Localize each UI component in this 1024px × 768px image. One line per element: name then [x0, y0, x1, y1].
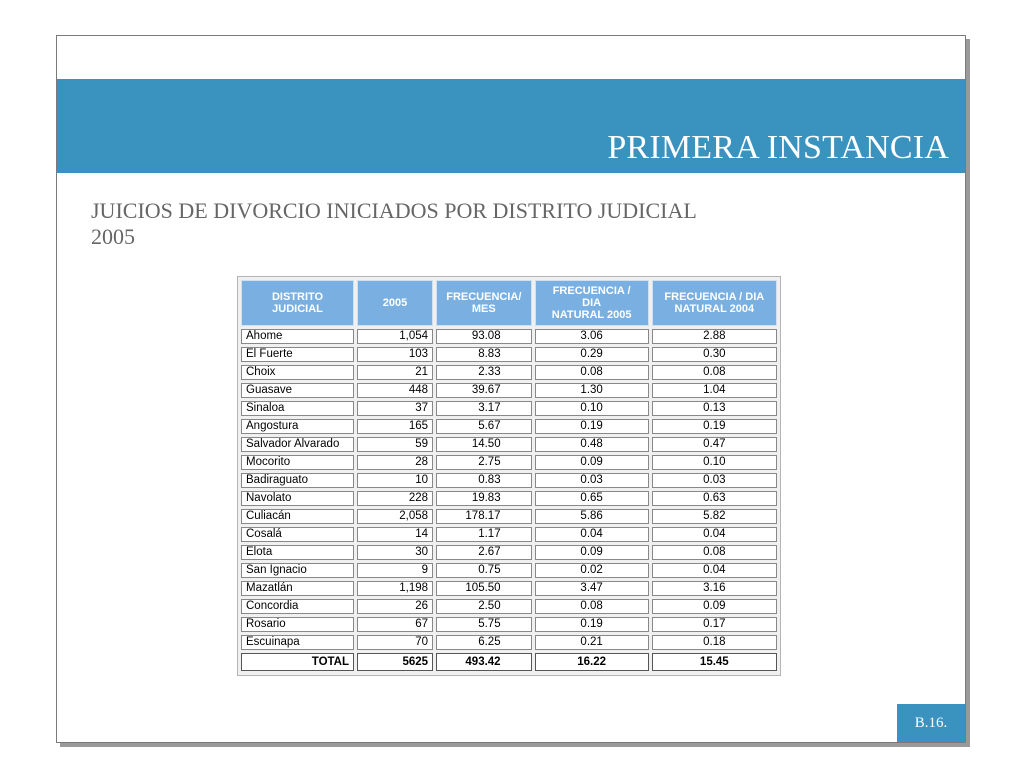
value-cell: 0.03 [652, 473, 777, 488]
value-cell: 0.47 [652, 437, 777, 452]
district-name-cell: Navolato [241, 491, 354, 506]
table-row [241, 347, 777, 362]
value-cell: 0.08 [535, 599, 649, 614]
district-name-cell: El Fuerte [241, 347, 354, 362]
col-header-frecuencia-mes: FRECUENCIA/ MES [436, 280, 532, 326]
value-cell: 0.19 [652, 419, 777, 434]
table-row [241, 365, 777, 380]
table-header-row [241, 280, 777, 326]
table-row [241, 527, 777, 542]
table-row [241, 581, 777, 596]
value-cell: 0.17 [652, 617, 777, 632]
value-cell: 0.04 [535, 527, 649, 542]
district-name-cell: Angostura [241, 419, 354, 434]
value-cell: 0.08 [535, 365, 649, 380]
district-name-cell: Culiacán [241, 509, 354, 524]
district-name-cell: San Ignacio [241, 563, 354, 578]
district-name-cell: Badiraguato [241, 473, 354, 488]
table-row [241, 329, 777, 344]
value-cell: 0.29 [535, 347, 649, 362]
district-name-cell: Choix [241, 365, 354, 380]
value-cell: 37 [357, 401, 433, 416]
value-cell: 105.50 [436, 581, 532, 596]
value-cell: 2.88 [652, 329, 777, 344]
value-cell: 2.50 [436, 599, 532, 614]
value-cell: 14 [357, 527, 433, 542]
page-title: PRIMERA INSTANCIA [607, 129, 949, 166]
value-cell: 0.19 [535, 419, 649, 434]
value-cell: 0.10 [652, 455, 777, 470]
value-cell: 0.03 [535, 473, 649, 488]
title-banner [57, 79, 965, 173]
value-cell: 0.21 [535, 635, 649, 650]
value-cell: 1.30 [535, 383, 649, 398]
value-cell: 0.30 [652, 347, 777, 362]
value-cell: 2.67 [436, 545, 532, 560]
value-cell: 0.02 [535, 563, 649, 578]
value-cell: 59 [357, 437, 433, 452]
value-cell: 39.67 [436, 383, 532, 398]
table-row [241, 509, 777, 524]
value-cell: 228 [357, 491, 433, 506]
district-name-cell: Guasave [241, 383, 354, 398]
slide [56, 35, 966, 743]
value-cell: 30 [357, 545, 433, 560]
value-cell: 0.83 [436, 473, 532, 488]
value-cell: 6.25 [436, 635, 532, 650]
value-cell: 0.09 [535, 545, 649, 560]
table-row [241, 383, 777, 398]
value-cell: 0.10 [535, 401, 649, 416]
table-total-row [241, 653, 777, 671]
value-cell: 448 [357, 383, 433, 398]
value-cell: 28 [357, 455, 433, 470]
value-cell: 0.04 [652, 563, 777, 578]
subtitle-line-2: 2005 [91, 224, 135, 249]
value-cell: 19.83 [436, 491, 532, 506]
value-cell: 3.47 [535, 581, 649, 596]
value-cell: 70 [357, 635, 433, 650]
value-cell: 0.63 [652, 491, 777, 506]
value-cell: 0.75 [436, 563, 532, 578]
value-cell: 2,058 [357, 509, 433, 524]
value-cell: 8.83 [436, 347, 532, 362]
value-cell: 0.08 [652, 365, 777, 380]
divorce-cases-table [238, 277, 780, 674]
value-cell: 2.33 [436, 365, 532, 380]
district-name-cell: Sinaloa [241, 401, 354, 416]
total-value-cell: 5625 [357, 653, 433, 671]
table-row [241, 617, 777, 632]
subtitle-line-1: JUICIOS DE DIVORCIO INICIADOS POR DISTRITO JUDICIAL [91, 198, 697, 223]
value-cell: 2.75 [436, 455, 532, 470]
total-label-cell: TOTAL [241, 653, 354, 671]
district-name-cell: Rosario [241, 617, 354, 632]
slide-number-badge: B.16. [897, 704, 965, 742]
value-cell: 1,054 [357, 329, 433, 344]
district-name-cell: Mazatlán [241, 581, 354, 596]
value-cell: 0.18 [652, 635, 777, 650]
total-value-cell: 15.45 [652, 653, 777, 671]
district-name-cell: Elota [241, 545, 354, 560]
total-value-cell: 16.22 [535, 653, 649, 671]
value-cell: 3.17 [436, 401, 532, 416]
value-cell: 0.13 [652, 401, 777, 416]
value-cell: 0.04 [652, 527, 777, 542]
col-header-distrito: DISTRITO JUDICIAL [241, 280, 354, 326]
table-row [241, 473, 777, 488]
table-row [241, 401, 777, 416]
value-cell: 67 [357, 617, 433, 632]
value-cell: 93.08 [436, 329, 532, 344]
value-cell: 3.16 [652, 581, 777, 596]
value-cell: 5.86 [535, 509, 649, 524]
table-row [241, 599, 777, 614]
value-cell: 0.48 [535, 437, 649, 452]
data-table-container [237, 276, 781, 676]
col-header-frecuencia-dia-2005: FRECUENCIA / DIA NATURAL 2005 [535, 280, 649, 326]
value-cell: 14.50 [436, 437, 532, 452]
value-cell: 10 [357, 473, 433, 488]
district-name-cell: Concordia [241, 599, 354, 614]
value-cell: 21 [357, 365, 433, 380]
district-name-cell: Escuinapa [241, 635, 354, 650]
table-row [241, 563, 777, 578]
district-name-cell: Cosalá [241, 527, 354, 542]
district-name-cell: Mocorito [241, 455, 354, 470]
value-cell: 103 [357, 347, 433, 362]
table-subtitle [91, 198, 697, 250]
value-cell: 0.19 [535, 617, 649, 632]
district-name-cell: Salvador Alvarado [241, 437, 354, 452]
total-value-cell: 493.42 [436, 653, 532, 671]
value-cell: 5.67 [436, 419, 532, 434]
value-cell: 0.09 [652, 599, 777, 614]
value-cell: 0.08 [652, 545, 777, 560]
value-cell: 26 [357, 599, 433, 614]
col-header-frecuencia-dia-2004: FRECUENCIA / DIA NATURAL 2004 [652, 280, 777, 326]
value-cell: 178.17 [436, 509, 532, 524]
value-cell: 1.04 [652, 383, 777, 398]
value-cell: 5.82 [652, 509, 777, 524]
value-cell: 1,198 [357, 581, 433, 596]
table-row [241, 635, 777, 650]
table-row [241, 437, 777, 452]
table-row [241, 491, 777, 506]
value-cell: 0.65 [535, 491, 649, 506]
district-name-cell: Ahome [241, 329, 354, 344]
value-cell: 5.75 [436, 617, 532, 632]
value-cell: 0.09 [535, 455, 649, 470]
value-cell: 1.17 [436, 527, 532, 542]
value-cell: 165 [357, 419, 433, 434]
value-cell: 9 [357, 563, 433, 578]
value-cell: 3.06 [535, 329, 649, 344]
table-row [241, 545, 777, 560]
table-row [241, 455, 777, 470]
col-header-2005: 2005 [357, 280, 433, 326]
table-row [241, 419, 777, 434]
